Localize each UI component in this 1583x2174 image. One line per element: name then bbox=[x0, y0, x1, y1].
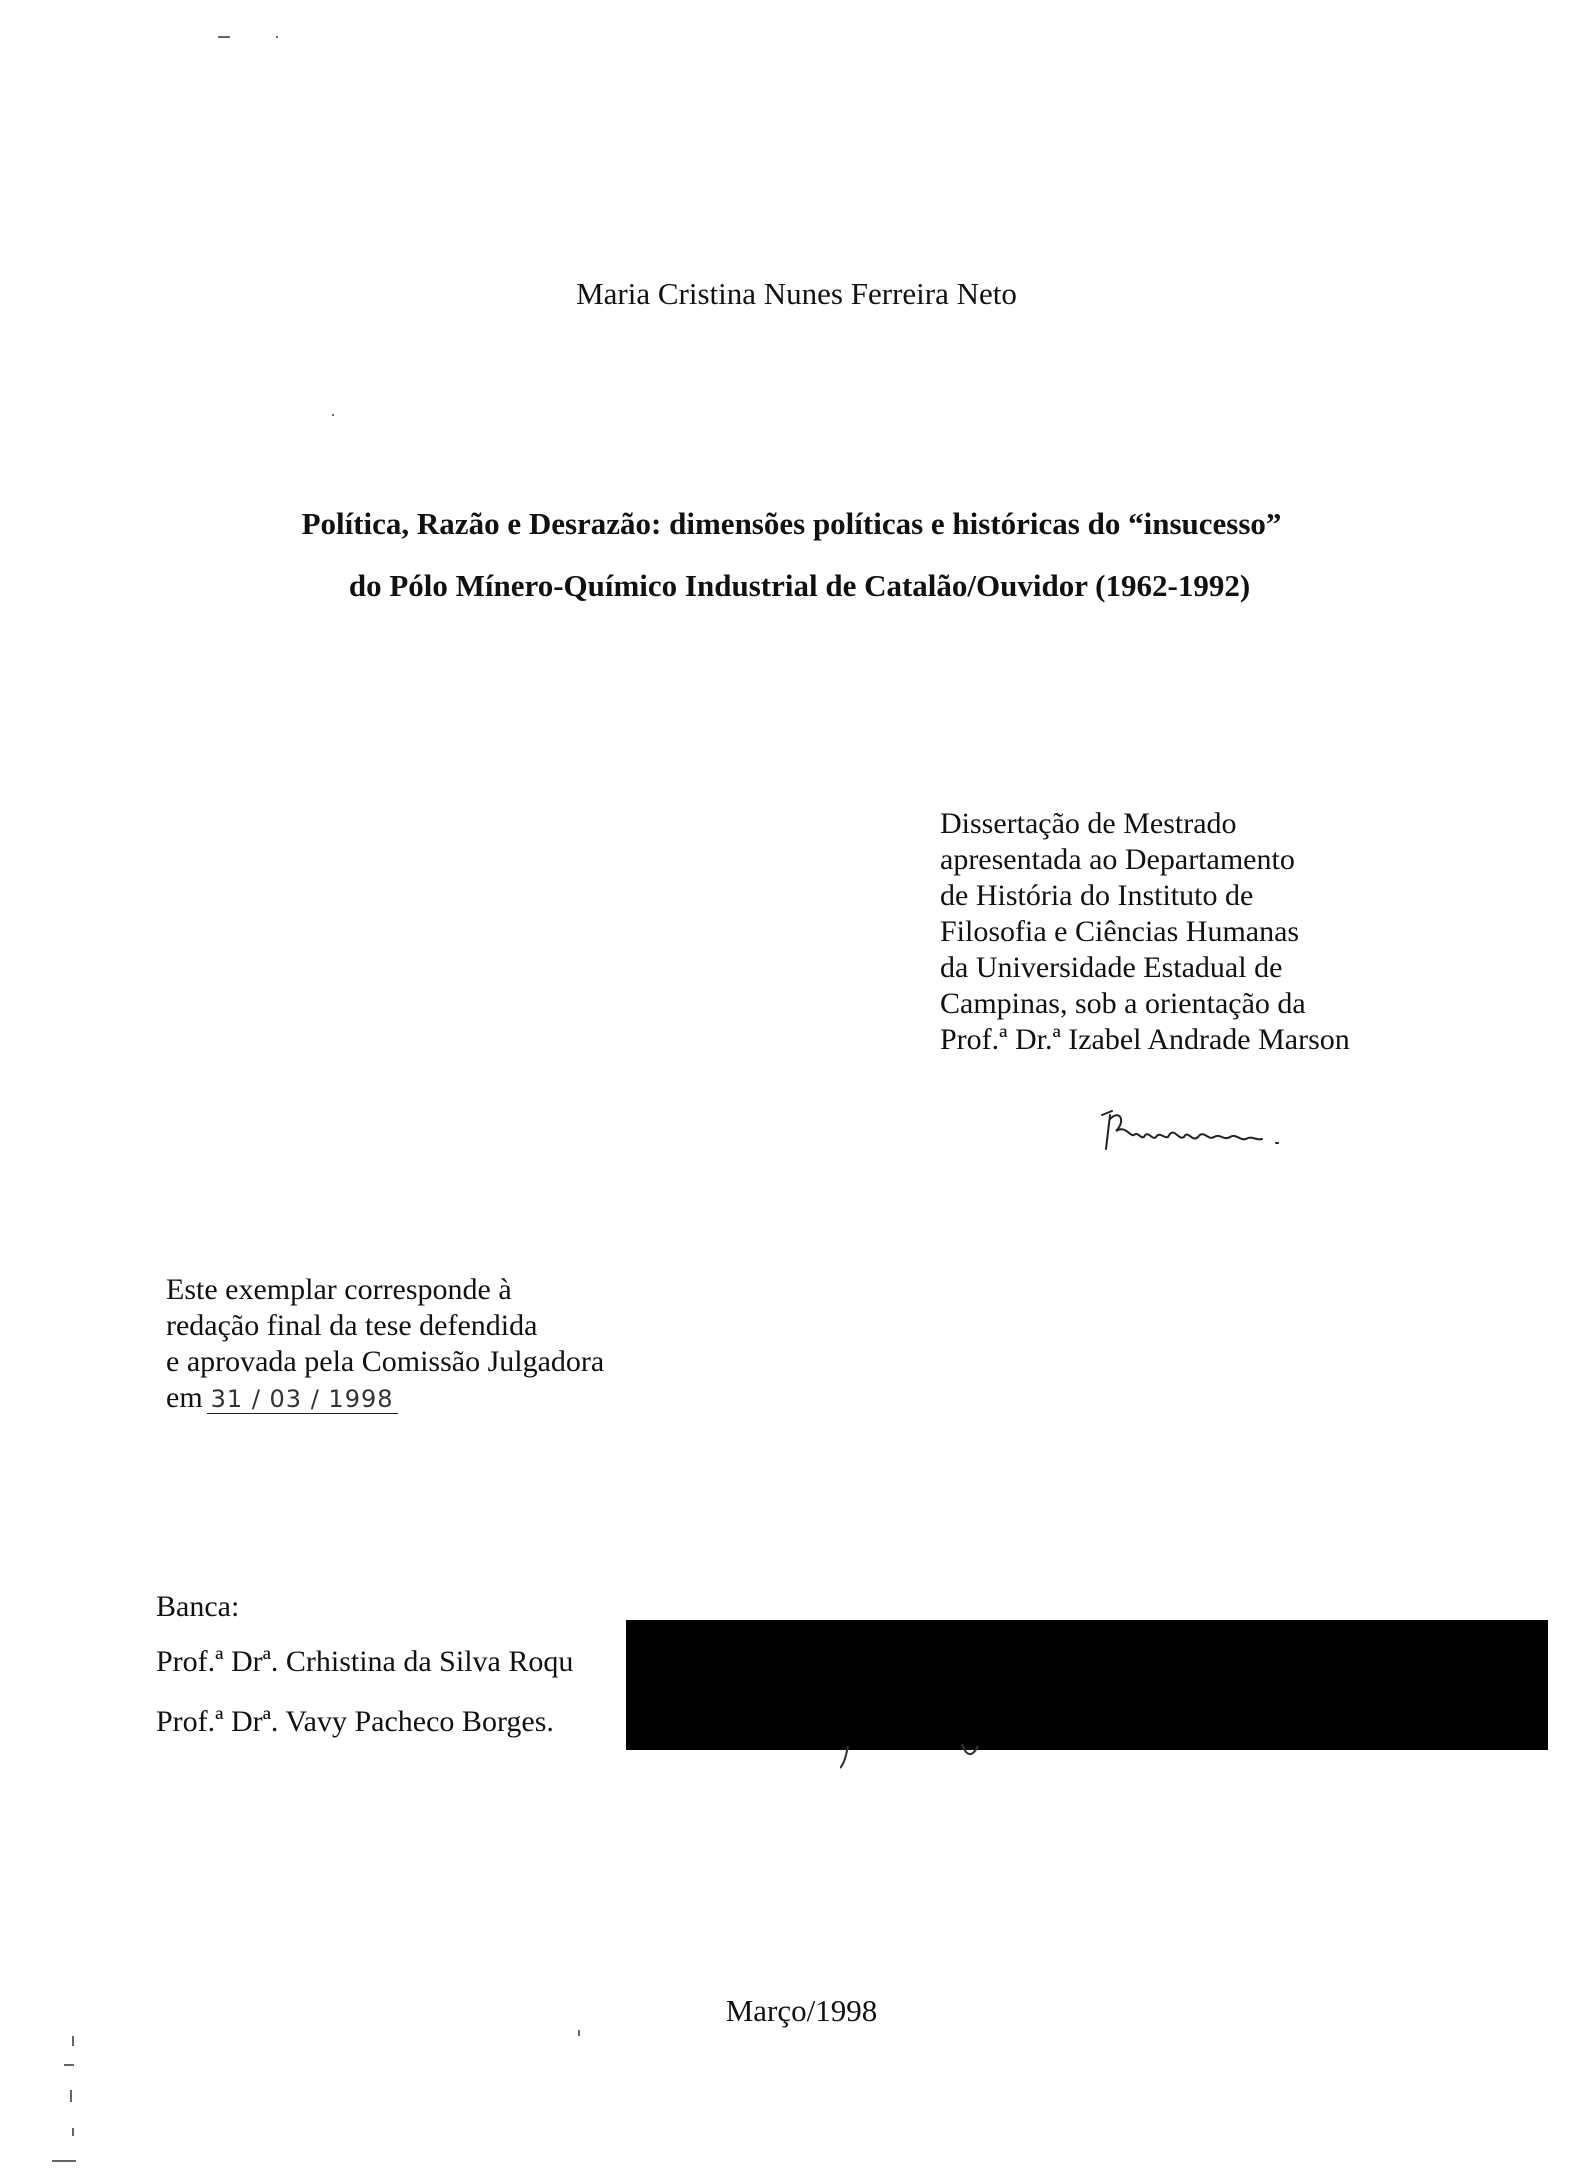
dissertation-note bbox=[940, 806, 1350, 1058]
thesis-title-line-1: Política, Razão e Desrazão: dimensões políticas e históricas do “insucesso” bbox=[301, 506, 1282, 541]
scan-speck bbox=[52, 2160, 76, 2162]
footer-date: Março/1998 bbox=[725, 1993, 878, 2028]
scan-speck bbox=[218, 36, 230, 38]
scan-speck bbox=[72, 2036, 74, 2046]
banca-member: Prof.ª Drª. Crhistina da Silva Roqu bbox=[156, 1645, 574, 1678]
dissertation-note-line: de História do Instituto de bbox=[940, 879, 1254, 912]
approval-line: Este exemplar corresponde à bbox=[166, 1273, 512, 1306]
banca-member: Prof.ª Drª. Vavy Pacheco Borges. bbox=[156, 1705, 554, 1738]
scan-speck bbox=[276, 36, 278, 38]
dissertation-note-line: da Universidade Estadual de bbox=[940, 951, 1283, 984]
approval-line: redação final da tese defendida bbox=[166, 1309, 538, 1342]
scan-speck bbox=[70, 2090, 72, 2102]
advisor-signature bbox=[1096, 1107, 1296, 1157]
dissertation-note-line: Prof.ª Dr.ª Izabel Andrade Marson bbox=[940, 1023, 1350, 1056]
redaction-block bbox=[626, 1620, 1548, 1750]
dissertation-note-line: Campinas, sob a orientação da bbox=[940, 987, 1306, 1020]
banca-label: Banca: bbox=[156, 1590, 240, 1623]
dissertation-note-line: apresentada ao Departamento bbox=[940, 843, 1295, 876]
dissertation-note-line: Filosofia e Ciências Humanas bbox=[940, 915, 1300, 948]
approval-line: e aprovada pela Comissão Julgadora bbox=[166, 1345, 605, 1378]
approval-date-line bbox=[166, 1380, 604, 1416]
signature-remnant bbox=[840, 1742, 990, 1782]
scan-speck bbox=[72, 2128, 74, 2136]
scan-speck bbox=[332, 414, 334, 416]
approval-date-prefix: em bbox=[166, 1381, 203, 1414]
scan-speck bbox=[64, 2064, 74, 2066]
handwritten-approval-date: 31 / 03 / 1998 bbox=[207, 1385, 398, 1414]
thesis-title-line-2: do Pólo Mínero-Químico Industrial de Catalão/Ouvidor (1962-1992) bbox=[348, 568, 1251, 603]
scan-speck bbox=[578, 2030, 580, 2036]
dissertation-note-line: Dissertação de Mestrado bbox=[940, 807, 1237, 840]
approval-note bbox=[166, 1272, 604, 1416]
author-name: Maria Cristina Nunes Ferreira Neto bbox=[576, 276, 1017, 311]
